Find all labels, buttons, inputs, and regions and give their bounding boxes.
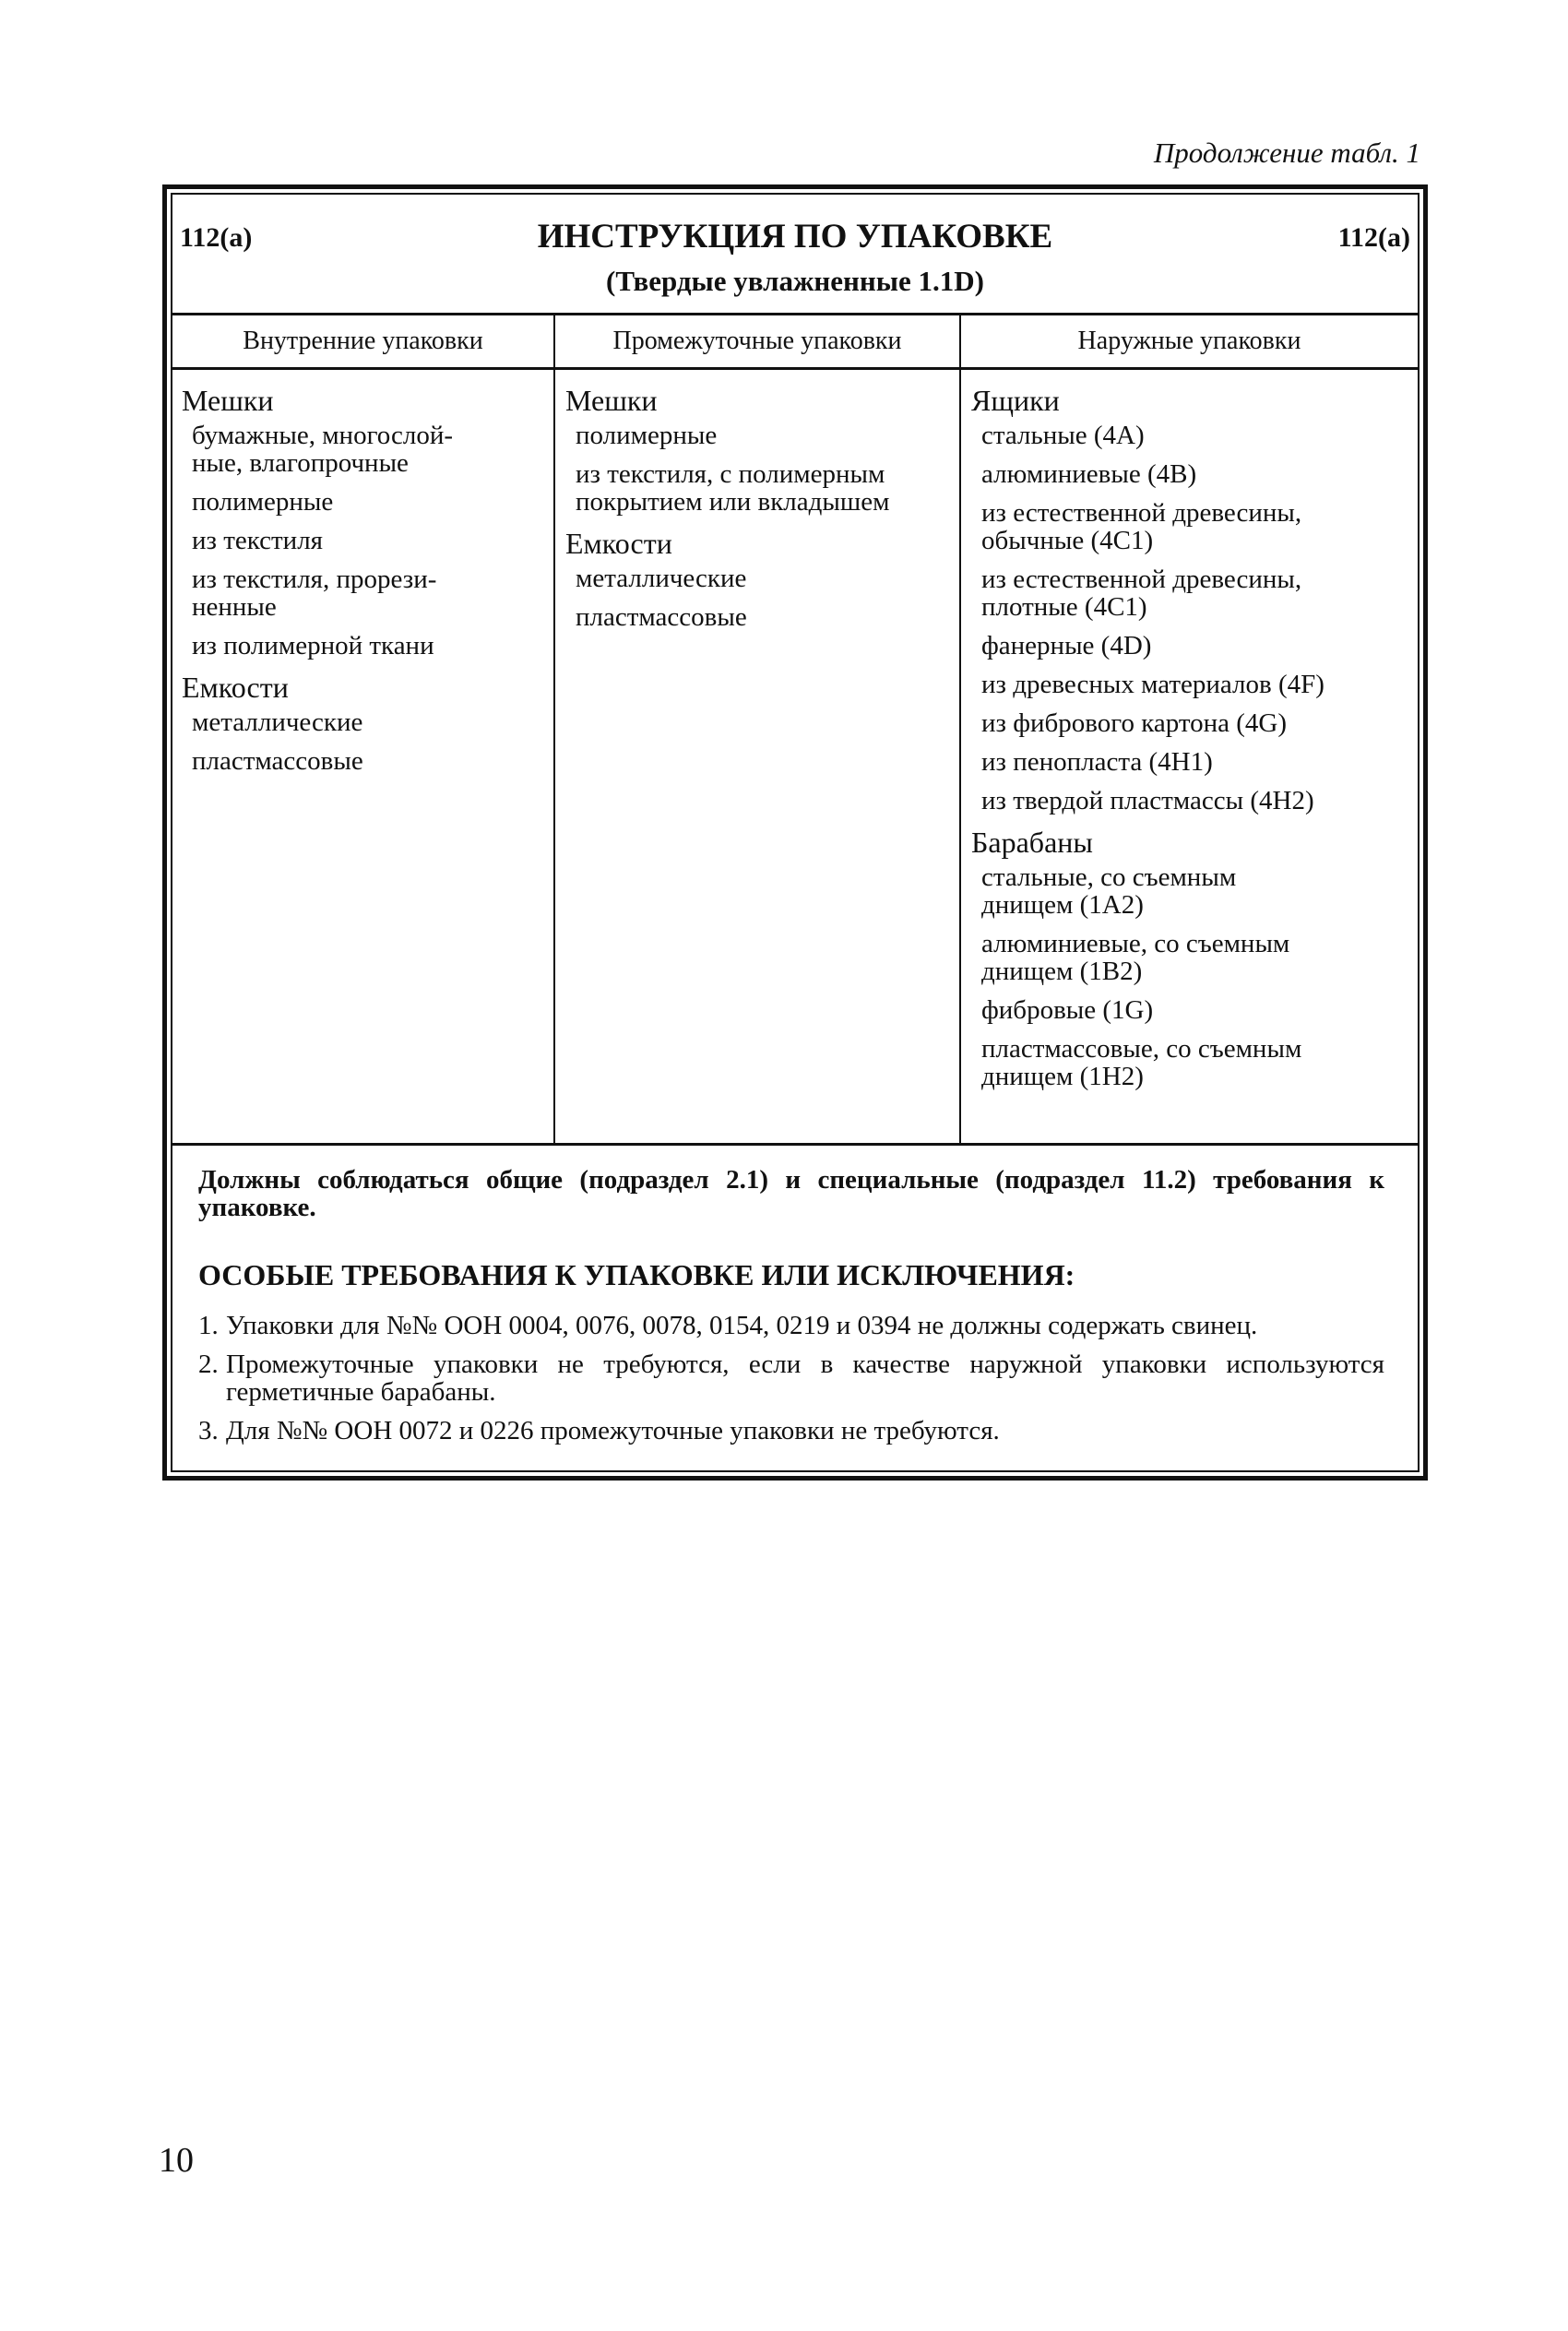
column-divider-2 <box>959 315 961 1143</box>
intermediate-group-heading: Емкости <box>565 527 672 560</box>
intermediate-list-item: металлические <box>576 564 747 593</box>
packing-instruction-table <box>162 184 1428 1481</box>
inner-list-item: из полимерной ткани <box>192 631 434 660</box>
column-divider-1 <box>553 315 555 1143</box>
requirement-text: Для №№ ООН 0072 и 0226 промежуточные упаковки не требуются. <box>226 1416 1000 1445</box>
table-title: ИНСТРУКЦИЯ ПО УПАКОВКЕ <box>537 218 1053 256</box>
inner-list-item: бумажные, многослой- ные, влагопрочные <box>192 421 453 478</box>
intermediate-list-item: полимерные <box>576 421 718 450</box>
intermediate-group-heading: Мешки <box>565 384 658 417</box>
outer-list-item: алюминиевые, со съемным днищем (1B2) <box>981 929 1290 986</box>
outer-list-item: фибровые (1G) <box>981 995 1154 1025</box>
inner-packagings-column <box>182 384 546 786</box>
intermediate-packagings-column <box>565 384 953 642</box>
outer-list-item: из твердой пластмассы (4H2) <box>981 786 1314 815</box>
special-requirements-list <box>198 1312 1384 1456</box>
page-number: 10 <box>159 2141 194 2180</box>
continuation-label: Продолжение табл. 1 <box>1153 137 1420 169</box>
requirement-number: 1. <box>198 1311 219 1340</box>
inner-list-item: металлические <box>192 708 363 737</box>
inner-list-item: из текстиля <box>192 526 324 555</box>
outer-packagings-column <box>971 384 1414 1101</box>
column-headers <box>172 315 1418 370</box>
special-requirement-item <box>198 1312 1384 1339</box>
special-requirement-item <box>198 1350 1384 1406</box>
outer-list-item: пластмассовые, со съемным днищем (1H2) <box>981 1034 1302 1091</box>
instruction-code-right: 112(a) <box>1337 222 1410 253</box>
inner-list-item: полимерные <box>192 487 334 517</box>
outer-list-item: из фибрового картона (4G) <box>981 708 1288 738</box>
table-inner-frame <box>171 193 1420 1472</box>
special-requirements-title: ОСОБЫЕ ТРЕБОВАНИЯ К УПАКОВКЕ ИЛИ ИСКЛЮЧЕНИЯ: <box>198 1258 1075 1291</box>
outer-list-item: алюминиевые (4B) <box>981 459 1197 489</box>
column-header-intermediate: Промежуточные упаковки <box>612 327 902 355</box>
outer-list-item: из естественной древесины, плотные (4C1) <box>981 565 1302 622</box>
general-requirements: Должны соблюдаться общие (подраздел 2.1) и специальные (подраздел 11.2) требования к упаковке. <box>198 1165 1384 1222</box>
special-requirement-item <box>198 1417 1384 1445</box>
column-header-inner: Внутренние упаковки <box>243 327 483 355</box>
inner-group-heading: Мешки <box>182 384 274 417</box>
outer-list-item: из естественной древесины, обычные (4C1) <box>981 498 1302 555</box>
requirement-number: 2. <box>198 1350 219 1379</box>
inner-group-heading: Емкости <box>182 671 289 704</box>
requirement-text: Промежуточные упаковки не требуются, если в качестве наружной упаковки используются герметичные барабаны. <box>226 1350 1384 1407</box>
requirement-text: Упаковки для №№ ООН 0004, 0076, 0078, 0154, 0219 и 0394 не должны содержать свинец. <box>226 1311 1258 1340</box>
table-subtitle: (Твердые увлажненные 1.1D) <box>606 265 984 297</box>
intermediate-list-item: из текстиля, с полимерным покрытием или вкладышем <box>576 459 890 517</box>
outer-group-heading: Ящики <box>971 384 1060 417</box>
requirements-section <box>172 1143 1418 1470</box>
inner-list-item: пластмассовые <box>192 746 363 776</box>
outer-group-heading: Барабаны <box>971 826 1093 859</box>
outer-list-item: из древесных материалов (4F) <box>981 670 1324 699</box>
table-header <box>172 195 1418 315</box>
outer-list-item: стальные, со съемным днищем (1A2) <box>981 862 1237 920</box>
instruction-code-left: 112(a) <box>180 222 253 253</box>
requirement-number: 3. <box>198 1416 219 1445</box>
outer-list-item: из пенопласта (4H1) <box>981 747 1213 777</box>
outer-list-item: фанерные (4D) <box>981 631 1152 660</box>
outer-list-item: стальные (4A) <box>981 421 1145 450</box>
intermediate-list-item: пластмассовые <box>576 602 747 632</box>
column-header-outer: Наружные упаковки <box>1077 327 1301 355</box>
inner-list-item: из текстиля, прорези- ненные <box>192 565 437 622</box>
